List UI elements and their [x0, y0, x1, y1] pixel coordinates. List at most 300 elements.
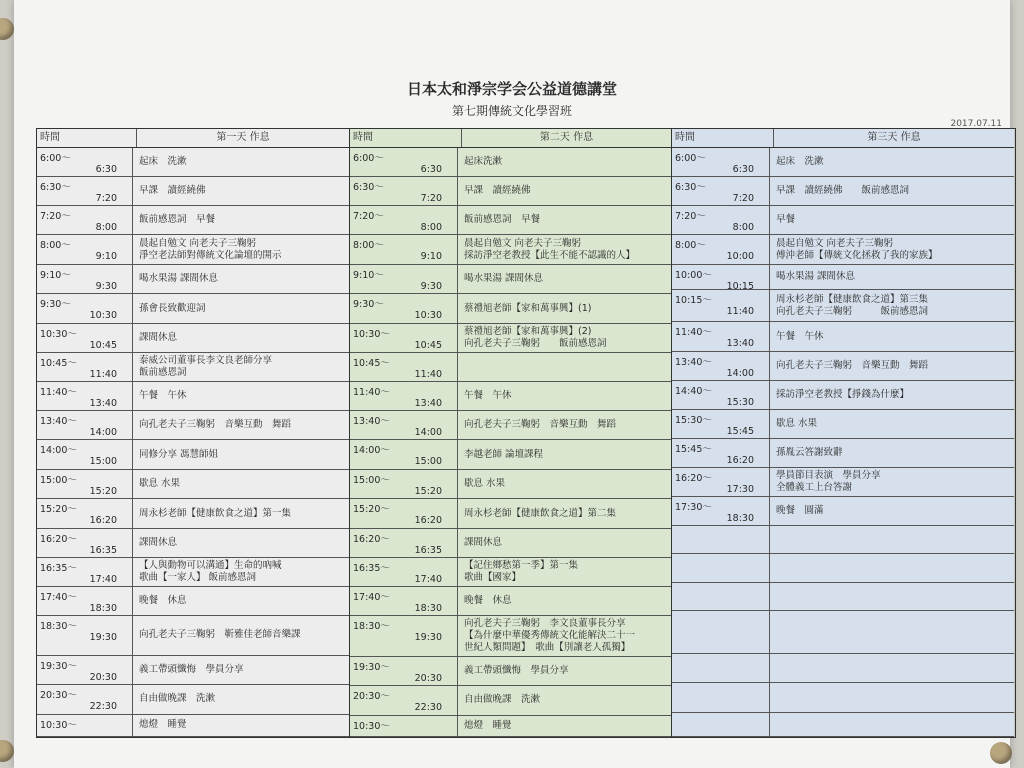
schedule-row — [672, 235, 1014, 265]
start-time: 18:30～ — [40, 621, 77, 632]
end-time: 14:00 — [414, 427, 442, 438]
activity-cell — [133, 324, 349, 352]
start-time: 15:30～ — [675, 415, 712, 427]
schedule-row — [350, 558, 671, 587]
start-time: 10:30～ — [353, 720, 390, 732]
activity-cell — [133, 587, 349, 615]
end-time: 15:00 — [414, 456, 442, 467]
time-cell — [37, 470, 133, 498]
schedule-row — [672, 468, 1014, 497]
activity-cell — [133, 353, 349, 381]
activity-text: 起床洗漱 — [464, 156, 503, 168]
time-cell — [350, 587, 458, 615]
activity-text: 【記住鄉愁第一季】第一集 — [464, 560, 579, 572]
start-time: 7:20～ — [675, 211, 706, 222]
start-time: 15:45～ — [675, 444, 712, 456]
activity-cell — [458, 265, 671, 293]
end-time: 10:30 — [414, 310, 442, 321]
activity-text: 同修分享 馮慧師姐 — [139, 448, 219, 460]
activity-cell — [770, 611, 1014, 654]
end-time: 20:30 — [414, 672, 442, 684]
start-time: 6:30～ — [675, 182, 706, 193]
end-time: 14:00 — [89, 427, 117, 438]
activity-cell — [458, 440, 671, 469]
activity-text: 【人與動物可以溝通】生命的吶喊 — [139, 560, 282, 572]
time-cell — [672, 410, 770, 438]
schedule-row — [672, 654, 1014, 682]
time-cell — [37, 177, 133, 205]
activity-text: 周永杉老師【健康飲食之道】第一集 — [139, 507, 292, 519]
start-time: 10:45～ — [40, 358, 77, 369]
time-cell — [672, 148, 770, 176]
time-cell — [350, 686, 458, 715]
end-time: 11:40 — [89, 369, 117, 380]
activity-cell — [133, 440, 349, 469]
activity-text: 周永杉老師【健康飲食之道】第三集 — [776, 293, 929, 305]
activity-cell — [133, 558, 349, 586]
start-time: 20:30～ — [40, 689, 77, 701]
activity-text: 義工帶頭懺悔 學員分享 — [139, 663, 244, 675]
activity-text: 歌曲【一家人】 飯前感恩詞 — [139, 572, 257, 583]
end-time: 8:00 — [732, 222, 754, 233]
activity-text: 喝水果湯 課間休息 — [139, 273, 219, 285]
activity-text: 孫會長致歡迎詞 — [139, 302, 206, 314]
end-time: 17:30 — [726, 484, 754, 496]
activity-text: 歇息 水果 — [139, 478, 181, 490]
start-time: 10:30～ — [353, 329, 390, 340]
start-time: 13:40～ — [40, 416, 77, 427]
time-cell — [37, 587, 133, 615]
schedule-row — [672, 381, 1014, 410]
start-time: 20:30～ — [353, 690, 390, 702]
activity-cell — [133, 529, 349, 557]
activity-cell — [458, 177, 671, 205]
end-time: 9:10 — [95, 251, 117, 262]
pushpin-bottom-right — [990, 742, 1012, 764]
activity-text: 歌曲【國家】 — [464, 572, 522, 583]
start-time: 6:00～ — [353, 153, 384, 164]
document-date: 2017.07.11 — [950, 119, 1002, 129]
time-cell — [350, 470, 458, 498]
activity-cell — [133, 499, 349, 528]
activity-cell — [770, 439, 1014, 467]
schedule-row — [672, 177, 1014, 206]
time-cell — [37, 235, 133, 264]
activity-cell — [770, 713, 1014, 736]
activity-text: 【為什麼中華優秀傳統文化能解決二十一 — [464, 629, 636, 641]
time-cell — [672, 381, 770, 409]
schedule-row — [37, 529, 349, 558]
activity-text: 歇息 水果 — [464, 478, 506, 490]
activity-text: 喝水果湯 課間休息 — [776, 271, 856, 283]
end-time: 13:40 — [89, 398, 117, 409]
time-cell — [37, 558, 133, 586]
schedule-row — [37, 440, 349, 470]
activity-text: 午餐 午休 — [776, 330, 824, 342]
schedule-row — [37, 382, 349, 411]
activity-cell — [133, 685, 349, 714]
time-cell — [350, 411, 458, 439]
activity-text: 周永杉老師【健康飲食之道】第二集 — [464, 507, 617, 519]
schedule-row — [672, 148, 1014, 177]
end-time: 15:45 — [726, 426, 754, 438]
activity-cell — [770, 410, 1014, 438]
time-cell — [350, 616, 458, 656]
day-column-2 — [350, 129, 672, 737]
activity-cell — [458, 558, 671, 586]
schedule-row — [672, 683, 1014, 713]
day-header — [350, 129, 671, 148]
activity-cell — [133, 206, 349, 234]
start-time: 17:30～ — [675, 502, 712, 514]
activity-header: 第二天 作息 — [539, 132, 594, 143]
activity-text: 飯前感恩詞 早餐 — [139, 214, 216, 226]
time-cell — [350, 382, 458, 410]
time-cell — [37, 440, 133, 469]
schedule-row — [37, 353, 349, 382]
schedule-row — [350, 440, 671, 470]
activity-text: 課間休息 — [139, 332, 178, 344]
time-cell — [37, 265, 133, 293]
schedule-row — [672, 611, 1014, 655]
schedule-row — [350, 353, 671, 382]
time-header: 時間 — [672, 129, 774, 147]
start-time: 6:00～ — [40, 153, 71, 164]
activity-cell — [458, 206, 671, 234]
activity-text: 課間休息 — [464, 537, 503, 549]
schedule-row — [350, 382, 671, 411]
time-cell — [672, 206, 770, 234]
end-time: 9:30 — [420, 281, 442, 292]
activity-text: 熄燈 睡覺 — [464, 719, 512, 731]
time-cell — [350, 235, 458, 264]
activity-cell — [770, 177, 1014, 205]
activity-text: 晚餐 圓滿 — [776, 505, 824, 517]
end-time: 16:20 — [726, 455, 754, 467]
time-cell — [350, 657, 458, 685]
activity-text: 晨起自勉文 向老夫子三鞠躬 — [776, 237, 894, 249]
end-time: 22:30 — [89, 700, 117, 712]
schedule-row — [672, 322, 1014, 352]
activity-cell — [458, 148, 671, 176]
activity-cell — [133, 411, 349, 439]
start-time: 16:20～ — [40, 534, 77, 545]
activity-cell — [458, 716, 671, 736]
schedule-row — [37, 587, 349, 616]
activity-cell — [770, 148, 1014, 176]
start-time: 16:20～ — [353, 534, 390, 545]
end-time: 14:00 — [726, 368, 754, 380]
schedule-row — [350, 206, 671, 235]
day-column-3 — [672, 129, 1014, 737]
activity-cell — [458, 382, 671, 410]
activity-text: 蔡禮旭老師【家和萬事興】(2) — [464, 326, 592, 338]
activity-cell — [458, 529, 671, 557]
activity-cell — [458, 353, 671, 381]
start-time: 18:30～ — [353, 621, 390, 632]
activity-text: 晚餐 休息 — [139, 595, 187, 607]
activity-text: 午餐 午休 — [139, 390, 187, 402]
schedule-row — [37, 616, 349, 656]
schedule-row — [350, 470, 671, 499]
schedule-row — [672, 290, 1014, 322]
start-time: 8:00～ — [40, 240, 71, 251]
activity-text: 全體義工上台答謝 — [776, 482, 853, 494]
activity-cell — [133, 656, 349, 684]
end-time: 10:00 — [726, 251, 754, 262]
schedule-row — [672, 439, 1014, 468]
schedule-row — [350, 716, 671, 737]
start-time: 6:00～ — [675, 153, 706, 164]
time-cell — [37, 324, 133, 352]
schedule-row — [350, 686, 671, 716]
activity-header: 第三天 作息 — [867, 132, 921, 143]
activity-cell — [770, 468, 1014, 496]
activity-cell — [133, 294, 349, 323]
schedule-row — [37, 499, 349, 529]
activity-cell — [458, 235, 671, 264]
time-cell — [37, 382, 133, 410]
start-time: 15:20～ — [353, 504, 390, 515]
schedule-row — [37, 558, 349, 587]
schedule-row — [672, 410, 1014, 439]
end-time: 7:20 — [95, 193, 117, 204]
activity-cell — [458, 499, 671, 528]
end-time: 16:35 — [414, 545, 442, 556]
end-time: 20:30 — [89, 671, 117, 683]
activity-text: 晚餐 休息 — [464, 595, 512, 607]
start-time: 8:00～ — [675, 240, 706, 251]
start-time: 7:20～ — [353, 211, 384, 222]
activity-cell — [770, 497, 1014, 525]
time-cell — [350, 558, 458, 586]
activity-cell — [133, 148, 349, 176]
time-cell — [350, 499, 458, 528]
time-cell — [37, 353, 133, 381]
activity-cell — [133, 235, 349, 264]
activity-text: 世紀人類問題】 歌曲【別讓老人孤獨】 — [464, 641, 631, 653]
schedule-row — [37, 177, 349, 206]
schedule-row — [350, 148, 671, 177]
schedule-row — [672, 352, 1014, 381]
time-cell — [672, 497, 770, 525]
activity-text: 向孔老夫子三鞠躬 李文良董事長分享 — [464, 618, 626, 629]
end-time: 6:30 — [732, 164, 754, 175]
schedule-row — [37, 715, 349, 737]
end-time: 13:40 — [726, 338, 754, 350]
schedule-row — [672, 554, 1014, 582]
schedule-row — [37, 470, 349, 499]
activity-text: 飯前感恩詞 早餐 — [464, 214, 541, 226]
activity-cell — [770, 554, 1014, 581]
schedule-row — [37, 148, 349, 177]
schedule-row — [350, 499, 671, 529]
activity-text: 向孔老夫子三鞠躬 音樂互動 舞蹈 — [776, 360, 929, 372]
schedule-table — [36, 128, 1016, 738]
schedule-row — [672, 526, 1014, 554]
end-time: 18:30 — [89, 603, 117, 614]
time-cell — [37, 529, 133, 557]
time-cell — [37, 499, 133, 528]
activity-text: 午餐 午休 — [464, 390, 512, 402]
activity-cell — [458, 686, 671, 715]
start-time: 13:40～ — [353, 416, 390, 427]
activity-cell — [770, 526, 1014, 553]
activity-cell — [770, 352, 1014, 380]
activity-cell — [770, 290, 1014, 321]
activity-cell — [458, 294, 671, 323]
schedule-row — [350, 235, 671, 265]
schedule-row — [37, 294, 349, 324]
activity-text: 向孔老夫子三鞠躬 靳雅佳老師音樂課 — [139, 629, 301, 641]
time-cell — [37, 685, 133, 714]
time-header: 時間 — [350, 129, 462, 147]
time-cell — [350, 265, 458, 293]
activity-text: 孫胤云答謝致辭 — [776, 447, 843, 459]
end-time: 11:40 — [726, 306, 754, 318]
activity-text: 淨空老法師對傳統文化論壇的開示 — [139, 249, 282, 261]
activity-cell — [133, 265, 349, 293]
activity-cell — [133, 177, 349, 205]
activity-cell — [770, 206, 1014, 234]
start-time: 10:15～ — [675, 295, 712, 307]
activity-text: 李越老師 論壇課程 — [464, 448, 544, 460]
start-time: 7:20～ — [40, 211, 71, 222]
time-cell — [672, 683, 770, 712]
schedule-row — [672, 497, 1014, 526]
start-time: 17:40～ — [353, 592, 390, 603]
activity-text: 義工帶頭懺悔 學員分享 — [464, 664, 569, 676]
schedule-row — [37, 411, 349, 440]
time-cell — [672, 583, 770, 610]
activity-cell — [458, 470, 671, 498]
activity-text: 歇息 水果 — [776, 418, 818, 430]
end-time: 10:45 — [414, 340, 442, 351]
start-time: 15:00～ — [353, 475, 390, 486]
time-cell — [672, 554, 770, 581]
activity-text: 自由做晚課 洗漱 — [139, 693, 216, 705]
activity-cell — [770, 683, 1014, 712]
start-time: 14:00～ — [40, 445, 77, 456]
end-time: 9:10 — [420, 251, 442, 262]
schedule-row — [672, 206, 1014, 235]
end-time: 19:30 — [414, 632, 442, 643]
activity-cell — [133, 382, 349, 410]
schedule-row — [350, 411, 671, 440]
time-cell — [672, 611, 770, 654]
schedule-row — [37, 235, 349, 265]
schedule-row — [37, 685, 349, 715]
end-time: 17:40 — [89, 574, 117, 585]
start-time: 19:30～ — [353, 661, 390, 673]
end-time: 15:20 — [89, 486, 117, 497]
pushpin-bottom-left — [0, 740, 14, 762]
start-time: 10:00～ — [675, 270, 712, 282]
time-cell — [350, 148, 458, 176]
day-header — [672, 129, 1014, 148]
end-time: 10:15 — [726, 281, 754, 293]
end-time: 7:20 — [732, 193, 754, 204]
activity-text: 蔡禮旭老師【家和萬事興】(1) — [464, 302, 592, 314]
activity-text: 向孔老夫子三鞠躬 飯前感恩詞 — [776, 305, 929, 317]
activity-text: 泰威公司董事長李文良老師分享 — [139, 355, 273, 367]
start-time: 15:20～ — [40, 504, 77, 515]
time-cell — [350, 353, 458, 381]
start-time: 9:30～ — [40, 299, 71, 310]
start-time: 16:35～ — [353, 563, 390, 574]
end-time: 10:45 — [89, 340, 117, 351]
time-cell — [350, 440, 458, 469]
time-cell — [37, 656, 133, 684]
activity-cell — [458, 587, 671, 615]
schedule-row — [350, 294, 671, 324]
time-cell — [350, 206, 458, 234]
activity-cell — [770, 654, 1014, 681]
time-cell — [37, 294, 133, 323]
activity-text: 學員節目表演 學員分享 — [776, 470, 881, 482]
end-time: 10:30 — [89, 310, 117, 321]
schedule-row — [37, 265, 349, 294]
schedule-sheet — [14, 0, 1010, 768]
activity-text: 熄燈 睡覺 — [139, 719, 187, 731]
activity-text: 向孔老夫子三鞠躬 音樂互動 舞蹈 — [464, 419, 617, 431]
time-cell — [350, 177, 458, 205]
activity-text: 早餐 — [776, 214, 796, 226]
activity-cell — [133, 616, 349, 655]
time-cell — [672, 265, 770, 293]
activity-text: 早課 讀經繞佛 — [139, 185, 206, 197]
time-cell — [350, 716, 458, 736]
schedule-row — [37, 656, 349, 685]
start-time: 11:40～ — [40, 387, 77, 398]
end-time: 6:30 — [420, 164, 442, 175]
end-time: 17:40 — [414, 574, 442, 585]
start-time: 6:30～ — [353, 182, 384, 193]
start-time: 17:40～ — [40, 592, 77, 603]
end-time: 8:00 — [420, 222, 442, 233]
activity-text: 起床 洗漱 — [139, 156, 187, 168]
time-cell — [350, 324, 458, 352]
start-time: 19:30～ — [40, 660, 77, 672]
schedule-row — [350, 529, 671, 558]
activity-text: 晨起自勉文 向老夫子三鞠躬 — [139, 237, 257, 249]
activity-cell — [770, 583, 1014, 610]
activity-cell — [770, 322, 1014, 351]
activity-text: 向孔老夫子三鞠躬 飯前感恩詞 — [464, 338, 607, 349]
time-cell — [672, 322, 770, 351]
time-cell — [672, 352, 770, 380]
start-time: 15:00～ — [40, 475, 77, 486]
activity-cell — [770, 235, 1014, 264]
start-time: 11:40～ — [675, 327, 712, 339]
end-time: 15:00 — [89, 456, 117, 467]
time-cell — [672, 235, 770, 264]
activity-text: 採訪淨空老教授【此生不能不認識的人】 — [464, 249, 636, 261]
start-time: 9:30～ — [353, 299, 384, 310]
end-time: 13:40 — [414, 398, 442, 409]
document-subtitle: 第七期傳統文化學習班 — [451, 104, 572, 118]
activity-text: 傅沖老師【傳統文化拯救了我的家族】 — [776, 249, 938, 261]
activity-text: 飯前感恩詞 — [139, 367, 187, 378]
start-time: 13:40～ — [675, 357, 712, 369]
end-time: 16:35 — [89, 545, 117, 556]
activity-text: 採訪淨空老教授【掙錢為什麼】 — [776, 389, 910, 401]
time-cell — [672, 468, 770, 496]
time-cell — [672, 439, 770, 467]
schedule-row — [672, 583, 1014, 611]
start-time: 14:40～ — [675, 386, 712, 398]
start-time: 16:20～ — [675, 473, 712, 485]
